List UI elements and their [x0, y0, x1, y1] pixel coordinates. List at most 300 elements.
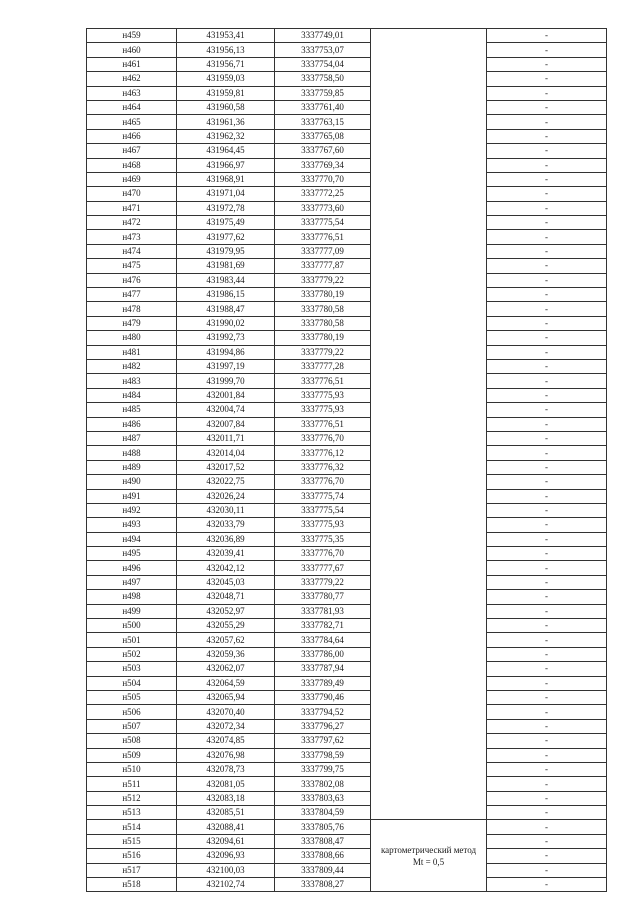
y-coordinate-cell: 3337776,12 — [275, 446, 371, 460]
accuracy-cell: - — [487, 201, 607, 215]
accuracy-cell: - — [487, 532, 607, 546]
point-id-cell: н495 — [87, 547, 177, 561]
x-coordinate-cell: 432004,74 — [177, 403, 275, 417]
table-row — [87, 446, 607, 460]
point-id-cell: н472 — [87, 216, 177, 230]
x-coordinate-cell: 432100,03 — [177, 863, 275, 877]
y-coordinate-cell: 3337808,66 — [275, 849, 371, 863]
table-row — [87, 115, 607, 129]
point-id-cell: н491 — [87, 489, 177, 503]
coordinates-table-body — [87, 29, 607, 892]
x-coordinate-cell: 432088,41 — [177, 820, 275, 834]
x-coordinate-cell: 432036,89 — [177, 532, 275, 546]
y-coordinate-cell: 3337799,75 — [275, 762, 371, 776]
accuracy-cell: - — [487, 633, 607, 647]
table-row — [87, 72, 607, 86]
accuracy-cell: - — [487, 388, 607, 402]
x-coordinate-cell: 431990,02 — [177, 316, 275, 330]
y-coordinate-cell: 3337776,32 — [275, 460, 371, 474]
table-row — [87, 676, 607, 690]
table-row — [87, 460, 607, 474]
y-coordinate-cell: 3337776,51 — [275, 374, 371, 388]
method-cell-lower: картометрический метод Mt = 0,5 — [371, 820, 487, 892]
point-id-cell: н462 — [87, 72, 177, 86]
table-row — [87, 604, 607, 618]
accuracy-cell: - — [487, 705, 607, 719]
table-row — [87, 374, 607, 388]
table-row — [87, 403, 607, 417]
point-id-cell: н464 — [87, 100, 177, 114]
y-coordinate-cell: 3337803,63 — [275, 791, 371, 805]
y-coordinate-cell: 3337761,40 — [275, 100, 371, 114]
point-id-cell: н504 — [87, 676, 177, 690]
x-coordinate-cell: 432033,79 — [177, 518, 275, 532]
y-coordinate-cell: 3337779,22 — [275, 575, 371, 589]
table-row — [87, 129, 607, 143]
x-coordinate-cell: 431968,91 — [177, 172, 275, 186]
y-coordinate-cell: 3337798,59 — [275, 748, 371, 762]
y-coordinate-cell: 3337805,76 — [275, 820, 371, 834]
table-row — [87, 734, 607, 748]
point-id-cell: н461 — [87, 57, 177, 71]
point-id-cell: н482 — [87, 359, 177, 373]
x-coordinate-cell: 432081,05 — [177, 777, 275, 791]
accuracy-cell: - — [487, 403, 607, 417]
x-coordinate-cell: 431977,62 — [177, 230, 275, 244]
accuracy-cell: - — [487, 849, 607, 863]
accuracy-cell: - — [487, 690, 607, 704]
x-coordinate-cell: 432039,41 — [177, 547, 275, 561]
x-coordinate-cell: 431959,81 — [177, 86, 275, 100]
point-id-cell: н467 — [87, 144, 177, 158]
y-coordinate-cell: 3337776,70 — [275, 475, 371, 489]
x-coordinate-cell: 432072,34 — [177, 719, 275, 733]
accuracy-cell: - — [487, 288, 607, 302]
x-coordinate-cell: 431962,32 — [177, 129, 275, 143]
table-row — [87, 849, 607, 863]
point-id-cell: н483 — [87, 374, 177, 388]
accuracy-cell: - — [487, 460, 607, 474]
point-id-cell: н499 — [87, 604, 177, 618]
accuracy-cell: - — [487, 57, 607, 71]
y-coordinate-cell: 3337808,47 — [275, 834, 371, 848]
accuracy-cell: - — [487, 359, 607, 373]
table-row — [87, 748, 607, 762]
table-row — [87, 43, 607, 57]
accuracy-cell: - — [487, 43, 607, 57]
y-coordinate-cell: 3337797,62 — [275, 734, 371, 748]
point-id-cell: н512 — [87, 791, 177, 805]
point-id-cell: н478 — [87, 302, 177, 316]
point-id-cell: н514 — [87, 820, 177, 834]
table-row — [87, 532, 607, 546]
point-id-cell: н513 — [87, 806, 177, 820]
point-id-cell: н492 — [87, 503, 177, 517]
y-coordinate-cell: 3337763,15 — [275, 115, 371, 129]
accuracy-cell: - — [487, 331, 607, 345]
accuracy-cell: - — [487, 878, 607, 892]
x-coordinate-cell: 431953,41 — [177, 29, 275, 43]
point-id-cell: н510 — [87, 762, 177, 776]
x-coordinate-cell: 432062,07 — [177, 662, 275, 676]
accuracy-cell: - — [487, 316, 607, 330]
x-coordinate-cell: 431981,69 — [177, 259, 275, 273]
table-row — [87, 100, 607, 114]
point-id-cell: н469 — [87, 172, 177, 186]
y-coordinate-cell: 3337790,46 — [275, 690, 371, 704]
point-id-cell: н487 — [87, 431, 177, 445]
y-coordinate-cell: 3337776,51 — [275, 230, 371, 244]
point-id-cell: н509 — [87, 748, 177, 762]
x-coordinate-cell: 431997,19 — [177, 359, 275, 373]
y-coordinate-cell: 3337772,25 — [275, 187, 371, 201]
y-coordinate-cell: 3337770,70 — [275, 172, 371, 186]
table-row — [87, 489, 607, 503]
accuracy-cell: - — [487, 619, 607, 633]
accuracy-cell: - — [487, 575, 607, 589]
table-row — [87, 201, 607, 215]
accuracy-cell: - — [487, 748, 607, 762]
point-id-cell: н479 — [87, 316, 177, 330]
y-coordinate-cell: 3337779,22 — [275, 273, 371, 287]
y-coordinate-cell: 3337769,34 — [275, 158, 371, 172]
table-row — [87, 561, 607, 575]
point-id-cell: н474 — [87, 244, 177, 258]
accuracy-cell: - — [487, 762, 607, 776]
y-coordinate-cell: 3337786,00 — [275, 647, 371, 661]
table-row — [87, 57, 607, 71]
point-id-cell: н493 — [87, 518, 177, 532]
accuracy-cell: - — [487, 100, 607, 114]
y-coordinate-cell: 3337759,85 — [275, 86, 371, 100]
accuracy-cell: - — [487, 302, 607, 316]
y-coordinate-cell: 3337776,51 — [275, 417, 371, 431]
y-coordinate-cell: 3337779,22 — [275, 345, 371, 359]
accuracy-cell: - — [487, 475, 607, 489]
accuracy-cell: - — [487, 777, 607, 791]
point-id-cell: н488 — [87, 446, 177, 460]
x-coordinate-cell: 431971,04 — [177, 187, 275, 201]
method-cell-upper — [371, 29, 487, 820]
table-row — [87, 144, 607, 158]
y-coordinate-cell: 3337796,27 — [275, 719, 371, 733]
y-coordinate-cell: 3337780,58 — [275, 316, 371, 330]
table-row — [87, 791, 607, 805]
x-coordinate-cell: 431959,03 — [177, 72, 275, 86]
y-coordinate-cell: 3337765,08 — [275, 129, 371, 143]
y-coordinate-cell: 3337780,77 — [275, 590, 371, 604]
x-coordinate-cell: 431966,97 — [177, 158, 275, 172]
accuracy-cell: - — [487, 719, 607, 733]
x-coordinate-cell: 432011,71 — [177, 431, 275, 445]
x-coordinate-cell: 432007,84 — [177, 417, 275, 431]
x-coordinate-cell: 432074,85 — [177, 734, 275, 748]
y-coordinate-cell: 3337777,67 — [275, 561, 371, 575]
y-coordinate-cell: 3337776,70 — [275, 547, 371, 561]
x-coordinate-cell: 432042,12 — [177, 561, 275, 575]
table-row — [87, 878, 607, 892]
point-id-cell: н497 — [87, 575, 177, 589]
y-coordinate-cell: 3337777,09 — [275, 244, 371, 258]
point-id-cell: н481 — [87, 345, 177, 359]
x-coordinate-cell: 432026,24 — [177, 489, 275, 503]
y-coordinate-cell: 3337754,04 — [275, 57, 371, 71]
y-coordinate-cell: 3337777,28 — [275, 359, 371, 373]
y-coordinate-cell: 3337749,01 — [275, 29, 371, 43]
accuracy-cell: - — [487, 230, 607, 244]
point-id-cell: н505 — [87, 690, 177, 704]
x-coordinate-cell: 432057,62 — [177, 633, 275, 647]
accuracy-cell: - — [487, 834, 607, 848]
accuracy-cell: - — [487, 86, 607, 100]
accuracy-cell: - — [487, 518, 607, 532]
accuracy-cell: - — [487, 547, 607, 561]
x-coordinate-cell: 432076,98 — [177, 748, 275, 762]
x-coordinate-cell: 431992,73 — [177, 331, 275, 345]
table-row — [87, 187, 607, 201]
accuracy-cell: - — [487, 791, 607, 805]
table-row — [87, 719, 607, 733]
accuracy-cell: - — [487, 431, 607, 445]
x-coordinate-cell: 432085,51 — [177, 806, 275, 820]
table-row — [87, 273, 607, 287]
point-id-cell: н476 — [87, 273, 177, 287]
table-row — [87, 633, 607, 647]
accuracy-cell: - — [487, 374, 607, 388]
accuracy-cell: - — [487, 489, 607, 503]
accuracy-cell: - — [487, 259, 607, 273]
accuracy-cell: - — [487, 187, 607, 201]
table-row — [87, 244, 607, 258]
y-coordinate-cell: 3337780,19 — [275, 288, 371, 302]
accuracy-cell: - — [487, 345, 607, 359]
x-coordinate-cell: 431979,95 — [177, 244, 275, 258]
x-coordinate-cell: 431956,13 — [177, 43, 275, 57]
y-coordinate-cell: 3337753,07 — [275, 43, 371, 57]
point-id-cell: н490 — [87, 475, 177, 489]
point-id-cell: н460 — [87, 43, 177, 57]
table-row — [87, 345, 607, 359]
point-id-cell: н506 — [87, 705, 177, 719]
point-id-cell: н515 — [87, 834, 177, 848]
y-coordinate-cell: 3337777,87 — [275, 259, 371, 273]
accuracy-cell: - — [487, 863, 607, 877]
x-coordinate-cell: 432064,59 — [177, 676, 275, 690]
table-row — [87, 575, 607, 589]
x-coordinate-cell: 432065,94 — [177, 690, 275, 704]
table-row — [87, 388, 607, 402]
x-coordinate-cell: 432048,71 — [177, 590, 275, 604]
table-row — [87, 547, 607, 561]
point-id-cell: н477 — [87, 288, 177, 302]
accuracy-cell: - — [487, 115, 607, 129]
y-coordinate-cell: 3337789,49 — [275, 676, 371, 690]
point-id-cell: н494 — [87, 532, 177, 546]
x-coordinate-cell: 432052,97 — [177, 604, 275, 618]
table-row — [87, 518, 607, 532]
table-row — [87, 619, 607, 633]
table-row — [87, 705, 607, 719]
point-id-cell: н480 — [87, 331, 177, 345]
x-coordinate-cell: 432045,03 — [177, 575, 275, 589]
accuracy-cell: - — [487, 244, 607, 258]
table-row — [87, 417, 607, 431]
table-row — [87, 259, 607, 273]
x-coordinate-cell: 432078,73 — [177, 762, 275, 776]
y-coordinate-cell: 3337775,54 — [275, 216, 371, 230]
point-id-cell: н502 — [87, 647, 177, 661]
point-id-cell: н500 — [87, 619, 177, 633]
table-row — [87, 431, 607, 445]
y-coordinate-cell: 3337794,52 — [275, 705, 371, 719]
accuracy-cell: - — [487, 590, 607, 604]
table-row — [87, 690, 607, 704]
accuracy-cell: - — [487, 561, 607, 575]
y-coordinate-cell: 3337775,74 — [275, 489, 371, 503]
table-row — [87, 288, 607, 302]
x-coordinate-cell: 432030,11 — [177, 503, 275, 517]
x-coordinate-cell: 431961,36 — [177, 115, 275, 129]
table-row — [87, 777, 607, 791]
table-row — [87, 590, 607, 604]
table-row — [87, 806, 607, 820]
accuracy-cell: - — [487, 820, 607, 834]
y-coordinate-cell: 3337808,27 — [275, 878, 371, 892]
x-coordinate-cell: 431972,78 — [177, 201, 275, 215]
accuracy-cell: - — [487, 216, 607, 230]
y-coordinate-cell: 3337775,93 — [275, 388, 371, 402]
x-coordinate-cell: 431999,70 — [177, 374, 275, 388]
table-row — [87, 216, 607, 230]
point-id-cell: н511 — [87, 777, 177, 791]
x-coordinate-cell: 431975,49 — [177, 216, 275, 230]
y-coordinate-cell: 3337775,93 — [275, 403, 371, 417]
table-row — [87, 29, 607, 43]
point-id-cell: н496 — [87, 561, 177, 575]
table-row — [87, 834, 607, 848]
point-id-cell: н489 — [87, 460, 177, 474]
x-coordinate-cell: 431960,58 — [177, 100, 275, 114]
y-coordinate-cell: 3337802,08 — [275, 777, 371, 791]
y-coordinate-cell: 3337784,64 — [275, 633, 371, 647]
y-coordinate-cell: 3337775,54 — [275, 503, 371, 517]
coordinates-table — [86, 28, 607, 892]
accuracy-cell: - — [487, 273, 607, 287]
table-row — [87, 359, 607, 373]
table-row — [87, 820, 607, 834]
y-coordinate-cell: 3337775,93 — [275, 518, 371, 532]
x-coordinate-cell: 432094,61 — [177, 834, 275, 848]
point-id-cell: н459 — [87, 29, 177, 43]
y-coordinate-cell: 3337780,19 — [275, 331, 371, 345]
table-row — [87, 172, 607, 186]
accuracy-cell: - — [487, 172, 607, 186]
point-id-cell: н470 — [87, 187, 177, 201]
point-id-cell: н475 — [87, 259, 177, 273]
point-id-cell: н503 — [87, 662, 177, 676]
accuracy-cell: - — [487, 417, 607, 431]
point-id-cell: н465 — [87, 115, 177, 129]
x-coordinate-cell: 432102,74 — [177, 878, 275, 892]
x-coordinate-cell: 432014,04 — [177, 446, 275, 460]
point-id-cell: н518 — [87, 878, 177, 892]
point-id-cell: н471 — [87, 201, 177, 215]
y-coordinate-cell: 3337773,60 — [275, 201, 371, 215]
point-id-cell: н463 — [87, 86, 177, 100]
table-row — [87, 762, 607, 776]
x-coordinate-cell: 432083,18 — [177, 791, 275, 805]
x-coordinate-cell: 432001,84 — [177, 388, 275, 402]
point-id-cell: н485 — [87, 403, 177, 417]
accuracy-cell: - — [487, 734, 607, 748]
table-row — [87, 475, 607, 489]
point-id-cell: н466 — [87, 129, 177, 143]
x-coordinate-cell: 432017,52 — [177, 460, 275, 474]
accuracy-cell: - — [487, 129, 607, 143]
x-coordinate-cell: 431956,71 — [177, 57, 275, 71]
y-coordinate-cell: 3337775,35 — [275, 532, 371, 546]
point-id-cell: н508 — [87, 734, 177, 748]
accuracy-cell: - — [487, 806, 607, 820]
x-coordinate-cell: 431986,15 — [177, 288, 275, 302]
y-coordinate-cell: 3337782,71 — [275, 619, 371, 633]
table-row — [87, 863, 607, 877]
x-coordinate-cell: 432022,75 — [177, 475, 275, 489]
y-coordinate-cell: 3337804,59 — [275, 806, 371, 820]
table-row — [87, 316, 607, 330]
table-row — [87, 158, 607, 172]
accuracy-cell: - — [487, 604, 607, 618]
x-coordinate-cell: 431964,45 — [177, 144, 275, 158]
table-row — [87, 503, 607, 517]
x-coordinate-cell: 432070,40 — [177, 705, 275, 719]
point-id-cell: н484 — [87, 388, 177, 402]
accuracy-cell: - — [487, 72, 607, 86]
accuracy-cell: - — [487, 144, 607, 158]
x-coordinate-cell: 431994,86 — [177, 345, 275, 359]
point-id-cell: н507 — [87, 719, 177, 733]
accuracy-cell: - — [487, 503, 607, 517]
y-coordinate-cell: 3337776,70 — [275, 431, 371, 445]
y-coordinate-cell: 3337809,44 — [275, 863, 371, 877]
table-row — [87, 230, 607, 244]
point-id-cell: н501 — [87, 633, 177, 647]
point-id-cell: н486 — [87, 417, 177, 431]
point-id-cell: н516 — [87, 849, 177, 863]
accuracy-cell: - — [487, 446, 607, 460]
y-coordinate-cell: 3337787,94 — [275, 662, 371, 676]
point-id-cell: н498 — [87, 590, 177, 604]
accuracy-cell: - — [487, 647, 607, 661]
table-row — [87, 662, 607, 676]
table-row — [87, 331, 607, 345]
accuracy-cell: - — [487, 662, 607, 676]
point-id-cell: н517 — [87, 863, 177, 877]
y-coordinate-cell: 3337767,60 — [275, 144, 371, 158]
y-coordinate-cell: 3337780,58 — [275, 302, 371, 316]
x-coordinate-cell: 431983,44 — [177, 273, 275, 287]
table-row — [87, 302, 607, 316]
y-coordinate-cell: 3337781,93 — [275, 604, 371, 618]
accuracy-cell: - — [487, 29, 607, 43]
x-coordinate-cell: 431988,47 — [177, 302, 275, 316]
x-coordinate-cell: 432096,93 — [177, 849, 275, 863]
y-coordinate-cell: 3337758,50 — [275, 72, 371, 86]
accuracy-cell: - — [487, 676, 607, 690]
table-row — [87, 647, 607, 661]
point-id-cell: н473 — [87, 230, 177, 244]
point-id-cell: н468 — [87, 158, 177, 172]
